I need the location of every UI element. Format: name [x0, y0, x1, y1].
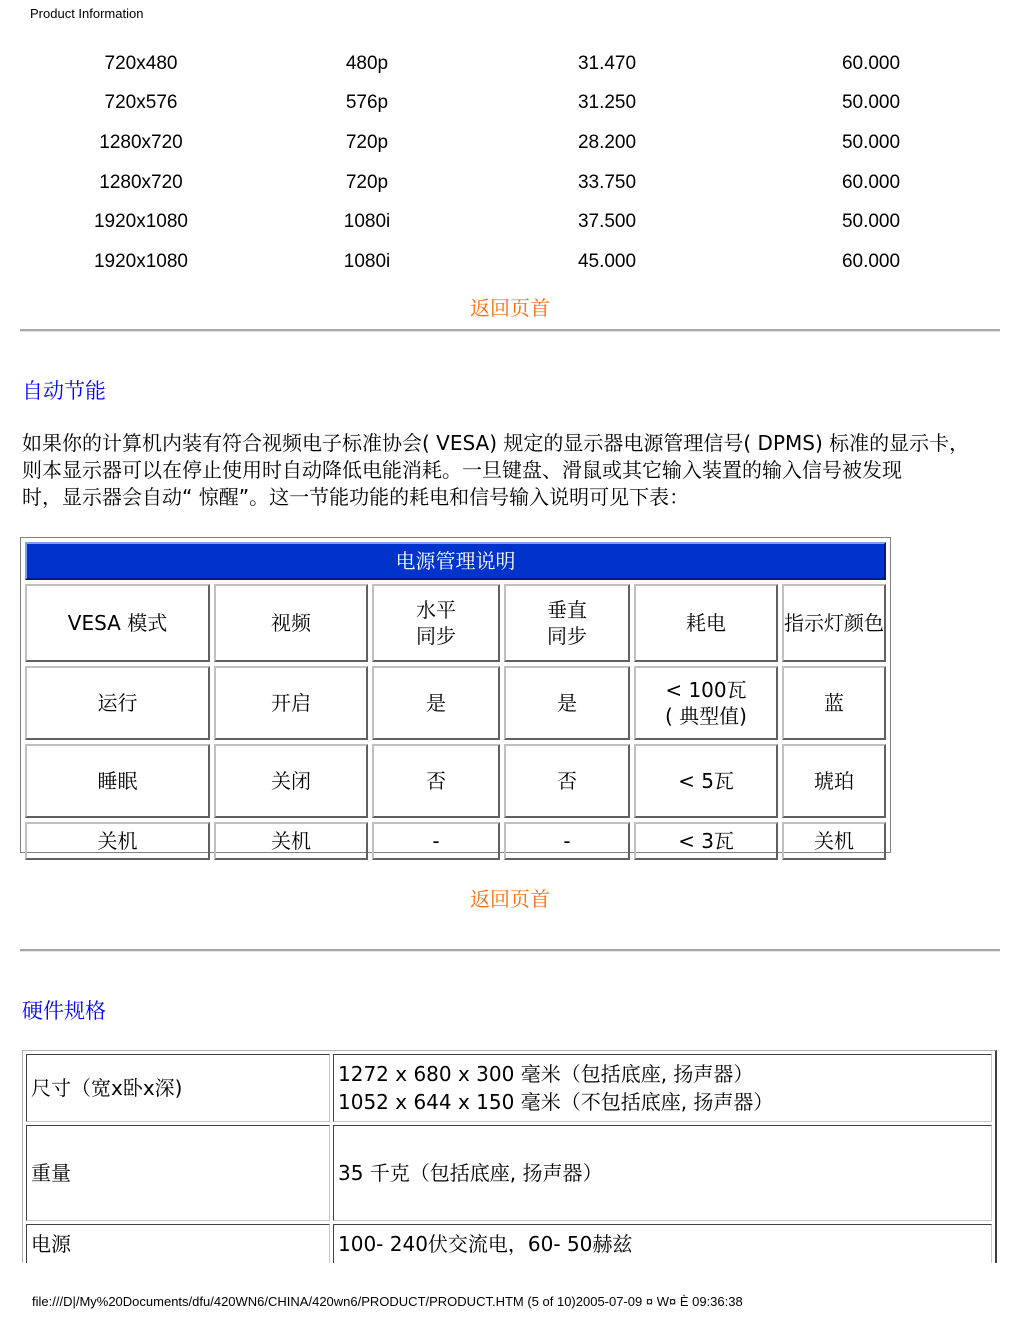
power-cell: 否	[372, 744, 500, 818]
mode-cell: 37.500	[577, 211, 637, 233]
power-cell: 否	[504, 744, 630, 818]
spec-value: 1272 x 680 x 300 毫米（包括底座, 扬声器） 1052 x 644 x 150 毫米（不包括底座, 扬声器）	[333, 1054, 992, 1122]
power-row	[25, 822, 886, 860]
mode-cell: 576p	[345, 92, 389, 114]
power-cell: 睡眠	[25, 744, 210, 818]
power-cell: -	[372, 822, 500, 860]
mode-cell: 50.000	[841, 92, 901, 114]
mode-row	[20, 44, 1000, 84]
power-management-table	[20, 537, 891, 853]
mode-cell: 480p	[345, 52, 389, 74]
mode-cell: 60.000	[841, 52, 901, 74]
spec-row	[26, 1054, 992, 1122]
back-to-top-link[interactable]: 返回页首	[470, 296, 550, 320]
divider	[20, 949, 1000, 952]
hardware-spec-table	[22, 1050, 997, 1263]
mode-cell: 33.750	[577, 171, 637, 193]
mode-cell: 1280x720	[99, 131, 183, 153]
mode-cell: 1920x1080	[93, 250, 189, 272]
mode-cell: 50.000	[841, 211, 901, 233]
power-header-cell: 耗电	[634, 584, 778, 662]
spec-label: 电源	[26, 1224, 330, 1263]
power-saving-description	[22, 430, 1007, 511]
mode-cell: 50.000	[841, 131, 901, 153]
spec-row	[26, 1224, 992, 1263]
power-cell: 运行	[25, 666, 210, 740]
mode-cell: 720p	[345, 171, 389, 193]
power-header-cell: 水平 同步	[372, 584, 500, 662]
spec-label: 尺寸（宽x卧x深)	[26, 1054, 330, 1122]
mode-cell: 720x576	[104, 92, 178, 114]
power-cell: -	[504, 822, 630, 860]
mode-row	[20, 163, 1000, 203]
mode-cell: 1280x720	[99, 171, 183, 193]
spec-value: 100- 240伏交流电，60- 50赫兹	[333, 1224, 992, 1263]
power-cell: 关机	[25, 822, 210, 860]
hardware-spec-heading: 硬件规格	[22, 999, 106, 1023]
mode-cell: 720p	[345, 131, 389, 153]
power-cell: < 3瓦	[634, 822, 778, 860]
mode-cell: 1080i	[343, 250, 391, 272]
mode-cell: 45.000	[577, 250, 637, 272]
power-cell: 蓝	[782, 666, 886, 740]
power-row	[25, 744, 886, 818]
power-header-row	[25, 584, 886, 662]
mode-cell: 31.470	[577, 52, 637, 74]
mode-row	[20, 123, 1000, 163]
mode-row	[20, 242, 1000, 282]
mode-cell: 1920x1080	[93, 211, 189, 233]
spec-label: 重量	[26, 1125, 330, 1221]
power-header-cell: 指示灯颜色	[782, 584, 886, 662]
power-header-cell: 视频	[214, 584, 368, 662]
power-cell: < 5瓦	[634, 744, 778, 818]
power-cell: < 100瓦 ( 典型值)	[634, 666, 778, 740]
spec-value: 35 千克（包括底座, 扬声器）	[333, 1125, 992, 1221]
mode-cell: 28.200	[577, 131, 637, 153]
power-cell: 关闭	[214, 744, 368, 818]
mode-cell: 60.000	[841, 250, 901, 272]
mode-cell: 60.000	[841, 171, 901, 193]
mode-cell: 1080i	[343, 211, 391, 233]
power-cell: 是	[504, 666, 630, 740]
page-header-title: Product Information	[30, 6, 144, 21]
power-cell: 开启	[214, 666, 368, 740]
description-line: 时，显示器会自动“ 惊醒”。这一节能功能的耗电和信号输入说明可见下表：	[22, 485, 690, 509]
power-header-cell: 垂直 同步	[504, 584, 630, 662]
display-modes-table	[20, 44, 1000, 282]
footer-file-path: file:///D|/My%20Documents/dfu/420WN6/CHINA/420wn6/PRODUCT/PRODUCT.HTM (5 of 10)2005-07-09 ¤ W¤ È 09:36:38	[32, 1294, 743, 1309]
mode-cell: 31.250	[577, 92, 637, 114]
description-line: 如果你的计算机内装有符合视频电子标准协会( VESA) 规定的显示器电源管理信号( DPMS) 标准的显示卡，	[22, 431, 970, 455]
mode-cell: 720x480	[104, 52, 178, 74]
description-line: 则本显示器可以在停止使用时自动降低电能消耗。一旦键盘、滑鼠或其它输入装置的输入信号被发现	[22, 458, 902, 482]
power-cell: 是	[372, 666, 500, 740]
power-cell: 关机	[214, 822, 368, 860]
power-table-title: 电源管理说明	[25, 542, 886, 580]
mode-row	[20, 202, 1000, 242]
power-cell: 关机	[782, 822, 886, 860]
power-saving-heading: 自动节能	[22, 379, 106, 403]
divider	[20, 329, 1000, 332]
power-header-cell: VESA 模式	[25, 584, 210, 662]
back-to-top-link[interactable]: 返回页首	[470, 887, 550, 911]
power-cell: 琥珀	[782, 744, 886, 818]
mode-row	[20, 84, 1000, 124]
power-row	[25, 666, 886, 740]
spec-row	[26, 1125, 992, 1221]
